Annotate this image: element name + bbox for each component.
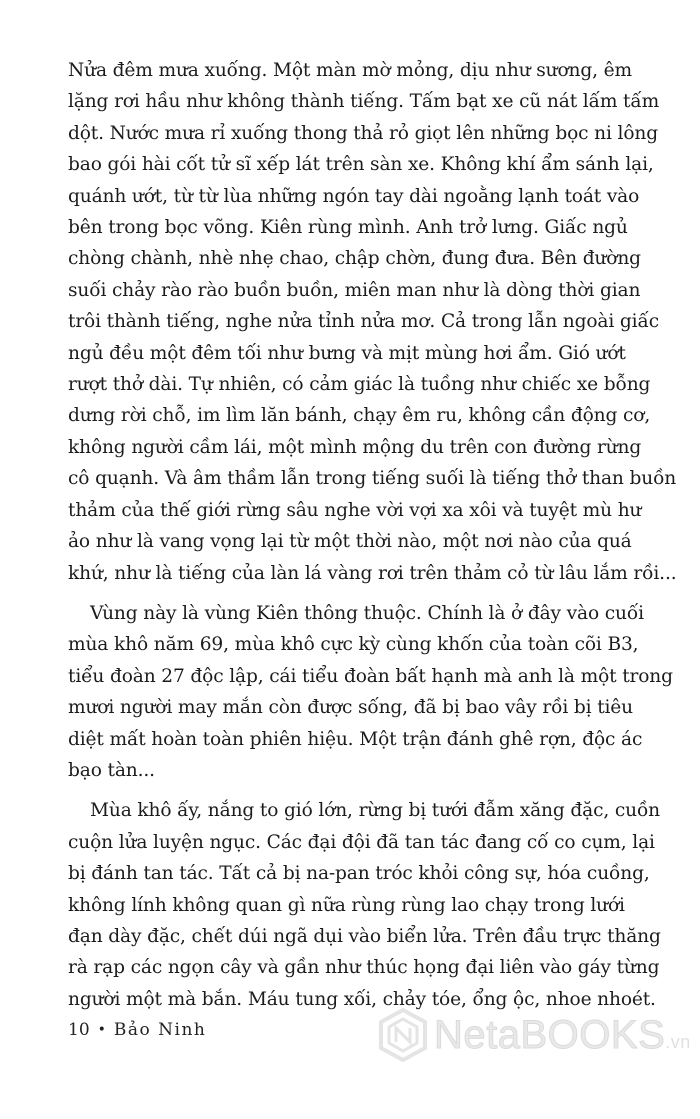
text-line: không người cầm lái, một mình mộng du trên con đường rừng (68, 436, 642, 458)
text-line: mùa khô năm 69, mùa khô cực kỳ cùng khốn của toàn cõi B3, (68, 634, 639, 656)
text-line: rà rạp các ngọn cây và gần như thúc họng đại liên vào gáy từng (68, 957, 660, 979)
paragraph (68, 55, 677, 589)
text-line: rượt thở dài. Tự nhiên, có cảm giác là tuồng như chiếc xe bỗng (68, 374, 651, 396)
text-line: dưng rời chỗ, im lìm lăn bánh, chạy êm ru, không cần động cơ, (68, 405, 651, 427)
text-line: người một mà bắn. Máu tung xối, chảy tóe, ổng ộc, nhoe nhoét. (68, 988, 656, 1010)
text-line: mươi người may mắn còn được sống, đã bị bao vây rồi bị tiêu (68, 697, 633, 719)
watermark-brand: NetaBOOKS.vn (434, 1012, 691, 1057)
watermark (378, 1008, 691, 1062)
text-line: tiểu đoàn 27 độc lập, cái tiểu đoàn bất hạnh mà anh là một trong (68, 665, 673, 687)
text-line: suối chảy rào rào buồn buồn, miên man như là dòng thời gian (68, 279, 641, 301)
text-line: Mùa khô ấy, nắng to gió lớn, rừng bị tưới đẫm xăng đặc, cuồn (90, 800, 660, 822)
text-line: thảm của thế giới rừng sâu nghe vời vợi xa xôi và tuyệt mù hư (68, 499, 642, 521)
text-line: bao gói hài cốt tử sĩ xếp lát trên sàn xe. Không khí ẩm sánh lại, (68, 154, 654, 176)
text-line: bị đánh tan tác. Tất cả bị na-pan tróc khỏi công sự, hóa cuồng, (68, 863, 650, 885)
text-line: diệt mất hoàn toàn phiên hiệu. Một trận đánh ghê rợn, độc ác (68, 728, 643, 750)
paragraph (68, 795, 668, 1015)
paragraph (68, 598, 673, 786)
text-line: khứ, như là tiếng của làn lá vàng rơi trên thảm cỏ từ lâu lắm rồi... (68, 562, 677, 584)
netabooks-logo-icon (378, 1008, 428, 1062)
text-line: không lính không quan gì nữa rùng rùng lao chạy trong lưới (68, 894, 625, 916)
text-line: bạo tàn... (68, 759, 155, 781)
page-footer (68, 1020, 206, 1040)
footer-separator: • (97, 1022, 106, 1038)
text-line: Vùng này là vùng Kiên thông thuộc. Chính là ở đây vào cuối (90, 602, 644, 624)
author-name: Bảo Ninh (113, 1020, 207, 1040)
page-body (68, 55, 677, 1015)
text-line: ngủ đều một đêm tối như bưng và mịt mùng hơi ẩm. Gió ướt (68, 342, 626, 364)
text-line: dột. Nước mưa rỉ xuống thong thả rỏ giọt lên những bọc ni lông (68, 122, 658, 144)
text-line: Nửa đêm mưa xuống. Một màn mờ mỏng, dịu như sương, êm (68, 60, 632, 81)
text-line: đạn dày đặc, chết dúi ngã dụi vào biển lửa. Trên đầu trực thăng (68, 925, 661, 947)
text-line: cuộn lửa luyện ngục. Các đại đội đã tan tác đang cố co cụm, lại (68, 831, 655, 853)
text-line: bên trong bọc võng. Kiên rùng mình. Anh trở lưng. Giấc ngủ (68, 217, 628, 239)
text-line: quánh ướt, từ từ lùa những ngón tay dài ngoằng lạnh toát vào (68, 185, 640, 207)
text-line: lặng rơi hầu như không thành tiếng. Tấm bạt xe cũ nát lấm tấm (68, 91, 660, 113)
text-line: chòng chành, nhè nhẹ chao, chập chờn, đung đưa. Bên đường (68, 248, 641, 270)
text-line: cô quạnh. Và âm thầm lẫn trong tiếng suối là tiếng thở than buồn (68, 468, 677, 490)
text-line: trôi thành tiếng, nghe nửa tỉnh nửa mơ. Cả trong lẫn ngoài giấc (68, 311, 659, 333)
text-line: ảo như là vang vọng lại từ một thời nào, một nơi nào của quá (68, 531, 632, 553)
page-number: 10 (68, 1020, 90, 1040)
